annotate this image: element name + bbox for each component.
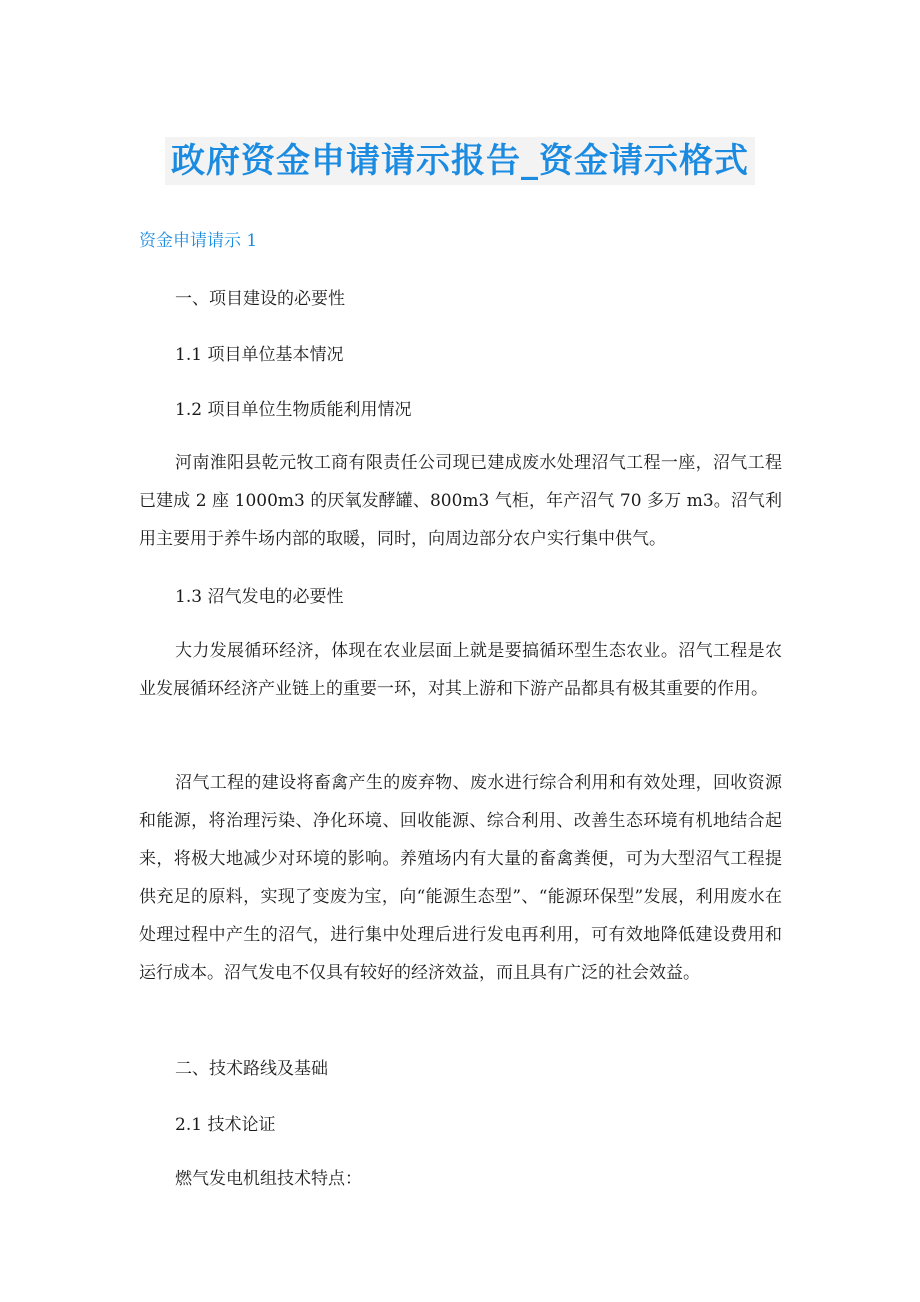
heading-technical-route: 二、技术路线及基础 (175, 1059, 328, 1079)
subheading-2-1: 2.1 技术论证 (175, 1115, 276, 1135)
heading-necessity: 一、项目建设的必要性 (175, 289, 345, 309)
paragraph-biogas-status: 河南淮阳县乾元牧工商有限责任公司现已建成废水处理沼气工程一座，沼气工程已建成 2 座 1000m3 的厌氧发酵罐、800m3 气柜，年产沼气 70 多万 m3。沼气利用主要用于养牛场内部的取暖，同时，向周边部分农户实行集中供气。 (139, 453, 782, 549)
subheading-1-1: 1.1 项目单位基本情况 (175, 345, 344, 365)
document-title (0, 133, 920, 182)
paragraph-biogas-benefits: 沼气工程的建设将畜禽产生的废弃物、废水进行综合利用和有效处理，回收资源和能源，将治理污染、净化环境、回收能源、综合利用、改善生态环境有机地结合起来，将极大地减少对环境的影响。养殖场内有大量的畜禽粪便，可为大型沼气工程提供充足的原料，实现了变废为宝，向“能源生态型”、“能源环保型”发展，利用废水在处理过程中产生的沼气，进行集中处理后进行发电再利用，可有效地降低建设费用和运行成本。沼气发电不仅具有较好的经济效益，而且具有广泛的社会效益。 (139, 773, 782, 983)
paragraph-generator-features: 燃气发电机组技术特点： (175, 1169, 362, 1189)
paragraph-circular-economy: 大力发展循环经济，体现在农业层面上就是要搞循环型生态农业。沼气工程是农业发展循环经济产业链上的重要一环，对其上游和下游产品都具有极其重要的作用。 (139, 641, 782, 699)
section-heading: 资金申请请示 1 (139, 231, 258, 251)
subheading-1-2: 1.2 项目单位生物质能利用情况 (175, 400, 412, 420)
subheading-1-3: 1.3 沼气发电的必要性 (175, 587, 344, 607)
document-title-text: 政府资金申请请示报告_资金请示格式 (165, 137, 755, 185)
